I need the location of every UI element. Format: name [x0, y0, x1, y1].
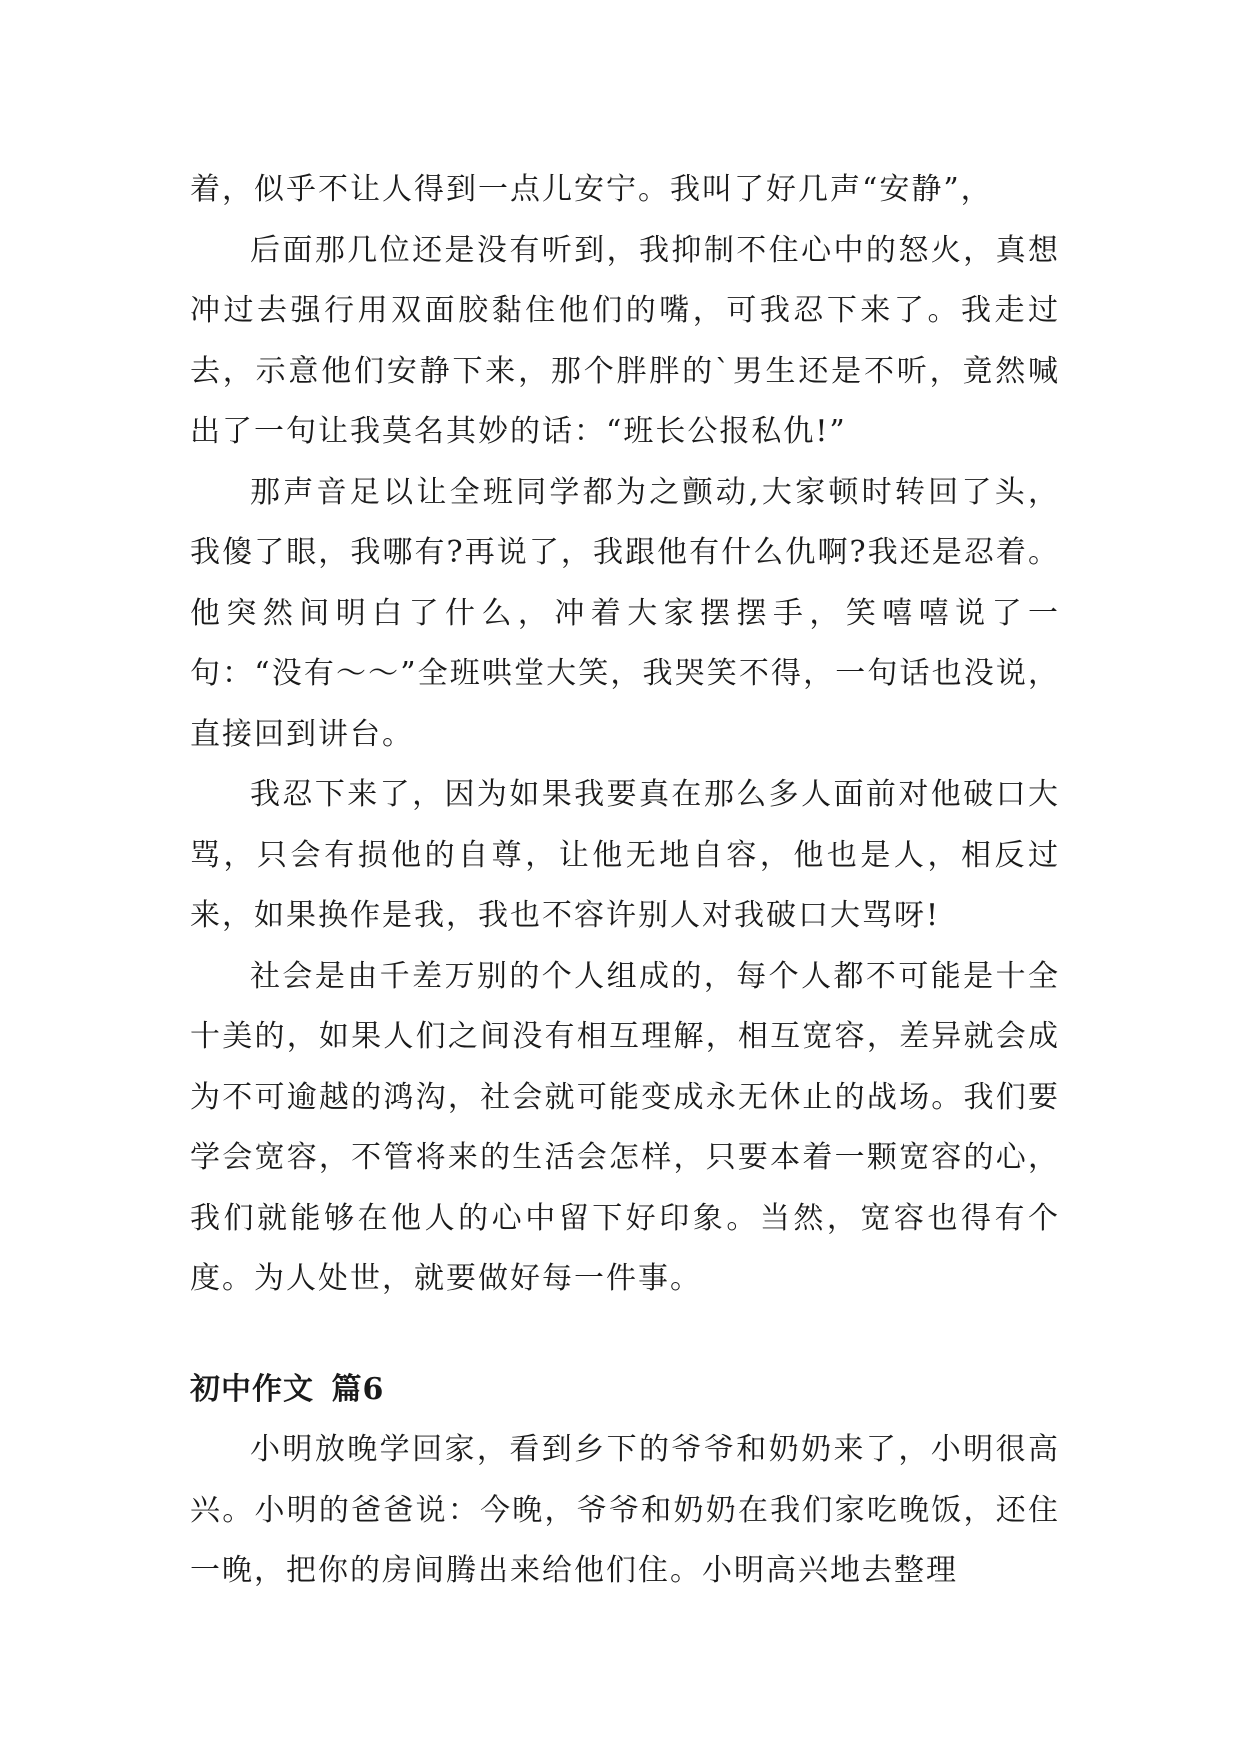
paragraph: 那声音足以让全班同学都为之颤动,大家顿时转回了头，我傻了眼，我哪有?再说了，我跟他有什么仇啊?我还是忍着。他突然间明白了什么，冲着大家摆摆手，笑嘻嘻说了一句：“没有～～”全班哄堂大笑，我哭笑不得，一句话也没说，直接回到讲台。 [190, 474, 1060, 752]
document-page [190, 160, 1060, 1602]
paragraph: 后面那几位还是没有听到，我抑制不住心中的怒火，真想冲过去强行用双面胶黏住他们的嘴，可我忍下来了。我走过去，示意他们安静下来，那个胖胖的`男生还是不听，竟然喊出了一句让我莫名其妙的话：“班长公报私仇!” [190, 232, 1060, 449]
section-heading: 初中作文 篇6 [190, 1371, 385, 1407]
paragraph: 小明放晚学回家，看到乡下的爷爷和奶奶来了，小明很高兴。小明的爸爸说：今晚，爷爷和奶奶在我们家吃晚饭，还住一晚，把你的房间腾出来给他们住。小明高兴地去整理 [190, 1432, 1060, 1588]
paragraph: 社会是由千差万别的个人组成的，每个人都不可能是十全十美的，如果人们之间没有相互理解，相互宽容，差异就会成为不可逾越的鸿沟，社会就可能变成永无休止的战场。我们要学会宽容，不管将来的生活会怎样，只要本着一颗宽容的心，我们就能够在他人的心中留下好印象。当然，宽容也得有个度。为人处世，就要做好每一件事。 [190, 958, 1060, 1296]
paragraph-continued: 着，似乎不让人得到一点儿安宁。我叫了好几声“安静”， [190, 172, 993, 207]
paragraph: 我忍下来了，因为如果我要真在那么多人面前对他破口大骂，只会有损他的自尊，让他无地自容，他也是人，相反过来，如果换作是我，我也不容许别人对我破口大骂呀! [190, 777, 1060, 933]
